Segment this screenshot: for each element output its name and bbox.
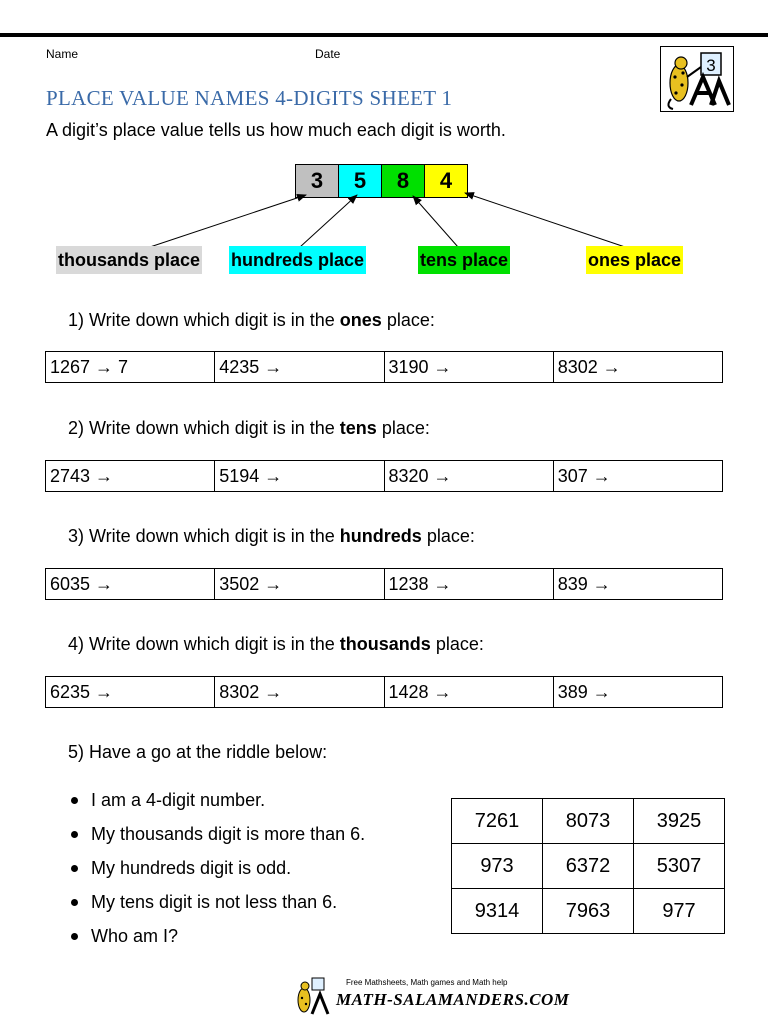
answer-cell[interactable]: 3502 →: [214, 569, 383, 599]
answer-cell[interactable]: 307 →: [553, 461, 722, 491]
footer-site-name[interactable]: MATH-SALAMANDERS.COM: [336, 990, 570, 1009]
riddle-clue: Who am I?: [68, 922, 365, 956]
answer-cell[interactable]: 2743 →: [50, 466, 114, 486]
riddle-clue: My thousands digit is more than 6.: [68, 820, 365, 854]
answer-cell[interactable]: 1428 →: [384, 677, 553, 707]
grid-cell[interactable]: 8073: [543, 799, 634, 844]
grid-row: [452, 799, 725, 844]
question-3: 3) Write down which digit is in the hundreds place:: [68, 526, 475, 546]
question-2: 2) Write down which digit is in the tens place:: [68, 418, 430, 438]
grid-cell[interactable]: 973: [452, 844, 543, 889]
grid-row: [452, 889, 725, 934]
label-thousands-place: thousands place: [56, 246, 202, 274]
page-title: PLACE VALUE NAMES 4-DIGITS SHEET 1: [46, 86, 453, 110]
grid-cell[interactable]: 7963: [543, 889, 634, 934]
logo-badge-text: 3: [706, 56, 716, 75]
grid-row: [452, 844, 725, 889]
arrow-hundreds: [300, 195, 357, 247]
question-4: 4) Write down which digit is in the thousands place:: [68, 634, 484, 654]
answer-cell[interactable]: 1238 →: [384, 569, 553, 599]
grid-cell[interactable]: 9314: [452, 889, 543, 934]
date-label: Date: [315, 47, 341, 61]
name-label: Name: [46, 47, 79, 61]
answer-cell[interactable]: 839 →: [553, 569, 722, 599]
label-ones-place: ones place: [586, 246, 683, 274]
label-hundreds-place: hundreds place: [229, 246, 366, 274]
label-tens-place: tens place: [418, 246, 510, 274]
top-rule: [0, 33, 768, 37]
answer-cell[interactable]: 1267 → 7: [50, 357, 129, 377]
question-1: 1) Write down which digit is in the ones place:: [68, 310, 435, 330]
riddle-clue: I am a 4-digit number.: [68, 786, 365, 820]
answer-cell[interactable]: 6235 →: [50, 682, 114, 702]
answer-cell[interactable]: 8302 →: [553, 352, 722, 382]
arrow-tens: [413, 196, 458, 247]
grid-cell[interactable]: 3925: [634, 799, 725, 844]
footer-logo: [290, 976, 570, 1016]
grid-cell[interactable]: 6372: [543, 844, 634, 889]
footer-tagline: Free Mathsheets, Math games and Math help: [346, 978, 508, 987]
answer-cell[interactable]: 8302 →: [214, 677, 383, 707]
arrow-thousands: [150, 195, 306, 247]
digit-row: [295, 164, 468, 198]
digit-box-thousands: 3: [295, 164, 339, 198]
riddle-clue: My hundreds digit is odd.: [68, 854, 365, 888]
answer-cell[interactable]: 389 →: [553, 677, 722, 707]
answer-row-1: [45, 351, 723, 383]
riddle-answer-grid: [451, 798, 725, 934]
grid-cell[interactable]: 5307: [634, 844, 725, 889]
answer-row-4: [45, 676, 723, 708]
intro-text: A digit’s place value tells us how much each digit is worth.: [46, 120, 506, 140]
answer-cell[interactable]: 3190 →: [384, 352, 553, 382]
grid-cell[interactable]: 7261: [452, 799, 543, 844]
answer-cell[interactable]: 6035 →: [50, 574, 114, 594]
footer-salamander-icon: [290, 976, 336, 1016]
answer-cell[interactable]: 4235 →: [214, 352, 383, 382]
riddle-heading: 5) Have a go at the riddle below:: [68, 742, 328, 762]
answer-cell[interactable]: 8320 →: [384, 461, 553, 491]
arrow-ones: [465, 193, 625, 247]
answer-row-2: [45, 460, 723, 492]
riddle-clues: [68, 786, 365, 956]
salamander-logo: [660, 46, 734, 112]
riddle-clue: My tens digit is not less than 6.: [68, 888, 365, 922]
digit-box-tens: 8: [381, 164, 425, 198]
answer-row-3: [45, 568, 723, 600]
grid-cell[interactable]: 977: [634, 889, 725, 934]
digit-box-hundreds: 5: [338, 164, 382, 198]
digit-box-ones: 4: [424, 164, 468, 198]
answer-cell[interactable]: 5194 →: [214, 461, 383, 491]
